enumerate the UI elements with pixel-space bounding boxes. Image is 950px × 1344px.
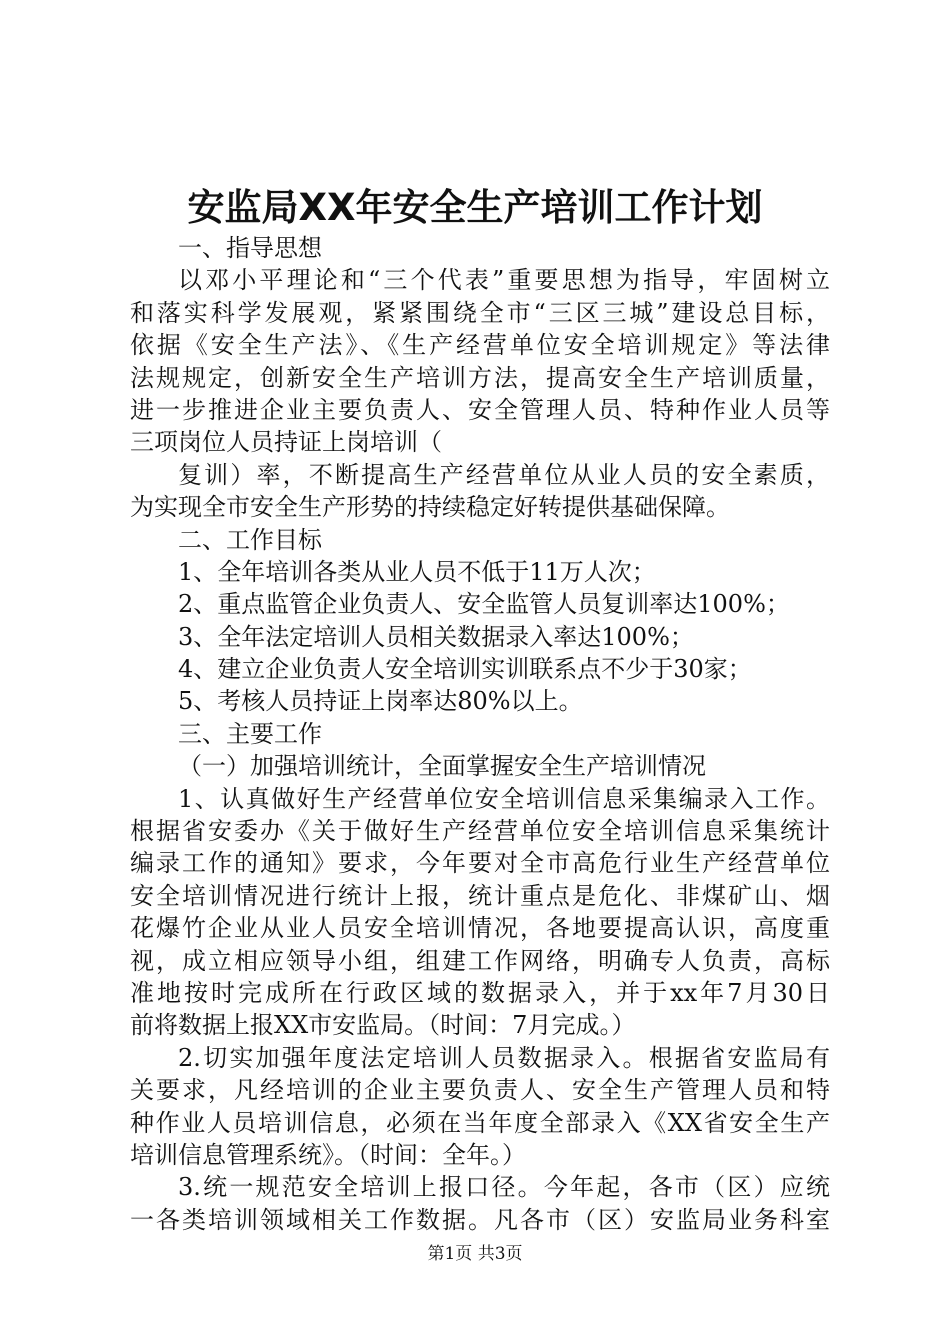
text-line: 一各类培训领域相关工作数据。凡各市（区）安监局业务科室 <box>130 1205 830 1234</box>
text-line: 复训）率，不断提高生产经营单位从业人员的安全素质， <box>178 460 830 489</box>
text-line: 前将数据上报XX市安监局。（时间：7月完成。） <box>130 1011 636 1040</box>
text-line: 安全培训情况进行统计上报，统计重点是危化、非煤矿山、烟 <box>130 881 830 910</box>
text-line: 3.统一规范安全培训上报口径。今年起，各市（区）应统 <box>178 1173 830 1202</box>
text-line: 三项岗位人员持证上岗培训（ <box>130 428 442 457</box>
text-line: 进一步推进企业主要负责人、安全管理人员、特种作业人员等 <box>130 395 830 424</box>
text-line: 1、认真做好生产经营单位安全培训信息采集编录入工作。 <box>178 784 830 813</box>
text-line: 花爆竹企业从业人员安全培训情况，各地要提高认识，高度重 <box>130 914 830 943</box>
text-line: 法规规定，创新安全生产培训方法，提高安全生产培训质量， <box>130 363 830 392</box>
text-line: 关要求，凡经培训的企业主要负责人、安全生产管理人员和特 <box>130 1076 830 1105</box>
text-line: 为实现全市安全生产形势的持续稳定好转提供基础保障。 <box>130 493 730 522</box>
text-line: （一）加强培训统计，全面掌握安全生产培训情况 <box>178 752 706 781</box>
text-line: 5、考核人员持证上岗率达80%以上。 <box>178 687 583 716</box>
text-line: 3、全年法定培训人员相关数据录入率达100%； <box>178 622 694 651</box>
text-line: 培训信息管理系统》。（时间：全年。） <box>130 1140 526 1169</box>
document-body <box>130 232 830 1236</box>
text-line: 一、指导思想 <box>178 234 322 262</box>
text-line: 二、工作目标 <box>178 525 322 554</box>
page-footer: 第1页 共3页 <box>427 1244 523 1264</box>
text-line: 4、建立企业负责人安全培训实训联系点不少于30家； <box>178 655 752 684</box>
text-line: 依据《安全生产法》、《生产经营单位安全培训规定》等法律 <box>130 331 830 360</box>
text-line: 和落实科学发展观，紧紧围绕全市“三区三城”建设总目标， <box>130 298 830 327</box>
text-line: 种作业人员培训信息，必须在当年度全部录入《XX省安全生产 <box>130 1108 830 1137</box>
text-line: 编录工作的通知》要求，今年要对全市高危行业生产经营单位 <box>130 849 830 878</box>
text-line: 准地按时完成所在行政区域的数据录入，并于xx年7月30日 <box>130 978 830 1007</box>
text-line: 1、全年培训各类从业人员不低于11万人次； <box>178 557 656 586</box>
text-line: 视，成立相应领导小组，组建工作网络，明确专人负责，高标 <box>130 946 830 975</box>
text-line: 以邓小平理论和“三个代表”重要思想为指导，牢固树立 <box>178 266 830 295</box>
text-line: 2、重点监管企业负责人、安全监管人员复训率达100%； <box>178 590 790 619</box>
text-line: 三、主要工作 <box>178 719 322 748</box>
text-line: 根据省安委办《关于做好生产经营单位安全培训信息采集统计 <box>130 817 830 846</box>
document-title: 安监局XX年安全生产培训工作计划 <box>187 186 763 229</box>
text-line: 2.切实加强年度法定培训人员数据录入。根据省安监局有 <box>178 1043 830 1072</box>
